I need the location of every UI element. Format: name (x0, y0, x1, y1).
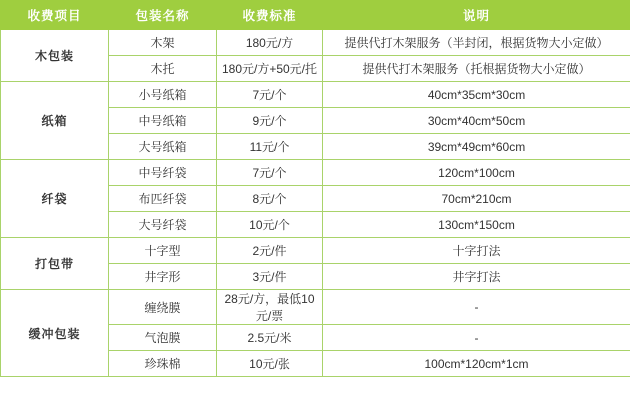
table-row (1, 290, 630, 325)
column-header-item: 收费项目 (1, 1, 109, 30)
category-cell: 木包装 (1, 30, 109, 82)
price-cell: 9元/个 (217, 108, 323, 134)
package-name-cell: 气泡膜 (109, 325, 217, 351)
package-name-cell: 布匹纤袋 (109, 186, 217, 212)
note-cell: 井字打法 (323, 264, 630, 290)
category-cell: 纸箱 (1, 82, 109, 160)
column-header-price: 收费标准 (217, 1, 323, 30)
note-cell: - (323, 290, 630, 325)
package-name-cell: 十字型 (109, 238, 217, 264)
note-cell: 40cm*35cm*30cm (323, 82, 630, 108)
note-cell: - (323, 325, 630, 351)
package-name-cell: 大号纸箱 (109, 134, 217, 160)
note-cell: 十字打法 (323, 238, 630, 264)
price-cell: 3元/件 (217, 264, 323, 290)
package-name-cell: 木托 (109, 56, 217, 82)
price-cell: 2.5元/米 (217, 325, 323, 351)
price-cell: 180元/方+50元/托 (217, 56, 323, 82)
package-name-cell: 大号纤袋 (109, 212, 217, 238)
package-name-cell: 井字形 (109, 264, 217, 290)
column-header-package-name: 包装名称 (109, 1, 217, 30)
price-cell: 11元/个 (217, 134, 323, 160)
note-cell: 提供代打木架服务（半封闭，根据货物大小定做） (323, 30, 630, 56)
table-row (1, 82, 630, 108)
table-row (1, 160, 630, 186)
price-cell: 28元/方，最低10元/票 (217, 290, 323, 325)
price-cell: 10元/张 (217, 351, 323, 377)
package-name-cell: 中号纤袋 (109, 160, 217, 186)
note-cell: 120cm*100cm (323, 160, 630, 186)
price-cell: 7元/个 (217, 160, 323, 186)
note-cell: 30cm*40cm*50cm (323, 108, 630, 134)
category-cell: 打包带 (1, 238, 109, 290)
table-header-row (1, 1, 630, 30)
price-cell: 2元/件 (217, 238, 323, 264)
table-body (1, 30, 630, 377)
note-cell: 100cm*120cm*1cm (323, 351, 630, 377)
category-cell: 缓冲包装 (1, 290, 109, 377)
price-cell: 7元/个 (217, 82, 323, 108)
package-name-cell: 珍珠棉 (109, 351, 217, 377)
column-header-note: 说明 (323, 1, 630, 30)
package-name-cell: 小号纸箱 (109, 82, 217, 108)
price-cell: 180元/方 (217, 30, 323, 56)
price-cell: 10元/个 (217, 212, 323, 238)
note-cell: 70cm*210cm (323, 186, 630, 212)
price-cell: 8元/个 (217, 186, 323, 212)
package-name-cell: 中号纸箱 (109, 108, 217, 134)
category-cell: 纤袋 (1, 160, 109, 238)
note-cell: 提供代打木架服务（托根据货物大小定做） (323, 56, 630, 82)
table-row (1, 30, 630, 56)
note-cell: 130cm*150cm (323, 212, 630, 238)
table-row (1, 238, 630, 264)
package-name-cell: 缠绕膜 (109, 290, 217, 325)
note-cell: 39cm*49cm*60cm (323, 134, 630, 160)
package-name-cell: 木架 (109, 30, 217, 56)
